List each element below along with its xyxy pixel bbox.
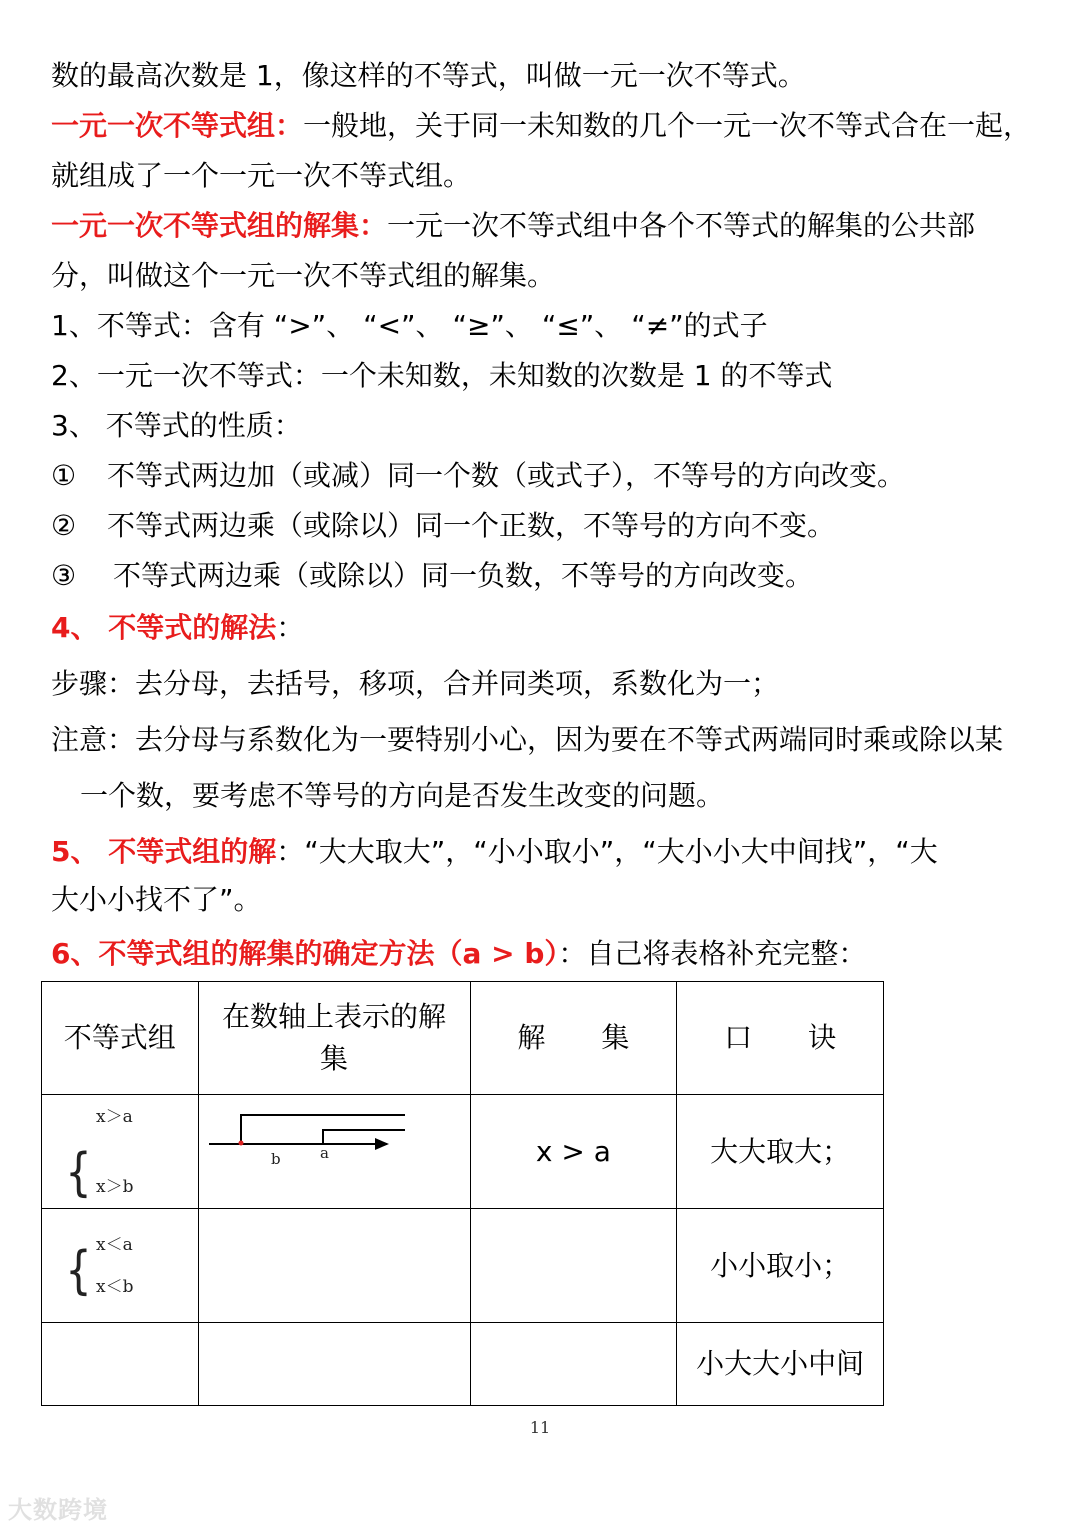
text-line-12 (51, 612, 304, 644)
inequality-2: x＞b (96, 1177, 134, 1197)
text-line-8: 3、 不等式的性质： (51, 409, 302, 442)
colon: ： (276, 611, 305, 644)
brace-icon: { (65, 1241, 92, 1301)
text-line-15: 一个数，要考虑不等号的方向是否发生改变的问题。 (80, 779, 725, 812)
property-1-text: 不等式两边加（或减）同一个数（或式子），不等号的方向改变。 (107, 459, 906, 492)
text-line-17: 大小小找不了”。 (51, 883, 262, 916)
text-line-18 (51, 938, 866, 970)
circled-number-3: ③ (51, 559, 77, 592)
inequality-2: x＜b (96, 1277, 134, 1297)
cell-number-line (198, 1209, 470, 1323)
arrow-head-icon (375, 1138, 389, 1150)
inequality-pair (62, 1105, 182, 1201)
property-1 (51, 460, 905, 492)
property-3 (51, 560, 813, 592)
cell-inequality-system (42, 1209, 199, 1323)
header-inequality-system: 不等式组 (42, 982, 199, 1095)
label-b: b (270, 1150, 281, 1168)
cell-rhyme: 小小取小； (677, 1209, 884, 1323)
cell-solution: x > a (470, 1095, 677, 1209)
instruction-text: ：自己将表格补充完整： (558, 937, 867, 970)
cell-inequality-system (42, 1323, 199, 1406)
property-2-text: 不等式两边乘（或除以）同一个正数，不等号的方向不变。 (107, 509, 836, 542)
rhymes-text: ：“大大取大”，“小小取小”，“大小小大中间找”，“大 (276, 835, 938, 868)
property-3-text: 不等式两边乘（或除以）同一负数，不等号的方向改变。 (113, 559, 814, 592)
number-line-diagram (199, 1095, 470, 1208)
definition-solution-set: 一元一次不等式组中各个不等式的解集的公共部 (387, 209, 976, 242)
header-rhyme: 口 诀 (677, 982, 884, 1095)
text-line-16 (51, 836, 938, 868)
table-row (42, 1095, 884, 1209)
text-line-6: 1、不等式：含有 “>”、 “<”、 “≥”、 “≤”、 “≠”的式子 (51, 309, 768, 342)
circled-number-1: ① (51, 459, 77, 492)
text-line-2 (51, 110, 1031, 142)
heading-determine-method: 6、不等式组的解集的确定方法（a > b） (51, 937, 559, 970)
text-line-3: 就组成了一个一元一次不等式组。 (51, 159, 472, 192)
term-inequality-system: 一元一次不等式组： (51, 109, 304, 142)
cell-solution (470, 1209, 677, 1323)
definition-inequality-system: 一般地，关于同一未知数的几个一元一次不等式合在一起， (303, 109, 1032, 142)
text-line-14: 注意：去分母与系数化为一要特别小心，因为要在不等式两端同时乘或除以某 (51, 723, 1004, 756)
circled-number-2: ② (51, 509, 77, 542)
solution-set-table (41, 981, 884, 1406)
watermark-logo: 大数跨境 (8, 1496, 108, 1524)
cell-solution (470, 1323, 677, 1406)
text-line-13: 步骤：去分母，去括号，移项，合并同类项，系数化为一； (51, 667, 780, 700)
term-solution-set: 一元一次不等式组的解集： (51, 209, 388, 242)
header-number-line-text: 在数轴上表示的解集 (222, 1000, 447, 1075)
cell-rhyme: 大大取大； (677, 1095, 884, 1209)
point-b-marker (238, 1141, 243, 1146)
page-number: 11 (529, 1418, 551, 1437)
cell-rhyme: 小大大小中间 (677, 1323, 884, 1406)
text-line-7: 2、一元一次不等式：一个未知数，未知数的次数是 1 的不等式 (51, 359, 833, 392)
label-a: a (319, 1144, 329, 1162)
text-line-4 (51, 210, 975, 242)
inequality-1: x＞a (96, 1107, 133, 1127)
property-2 (51, 510, 835, 542)
table-row (42, 1209, 884, 1323)
table-row (42, 1323, 884, 1406)
heading-solving-method: 4、 不等式的解法 (51, 611, 277, 644)
text-line-1: 数的最高次数是 1，像这样的不等式，叫做一元一次不等式。 (51, 59, 806, 92)
heading-system-solution: 5、 不等式组的解 (51, 835, 277, 868)
text-line-5: 分，叫做这个一元一次不等式组的解集。 (51, 259, 556, 292)
cell-number-line (198, 1323, 470, 1406)
range-line-a (323, 1130, 405, 1144)
brace-icon: { (65, 1143, 92, 1203)
inequality-1: x＜a (96, 1235, 133, 1255)
cell-inequality-system (42, 1095, 199, 1209)
table-header-row (42, 982, 884, 1095)
cell-number-line (198, 1095, 470, 1209)
inequality-pair (62, 1219, 182, 1315)
header-number-line (198, 982, 470, 1095)
header-solution-set: 解 集 (470, 982, 677, 1095)
